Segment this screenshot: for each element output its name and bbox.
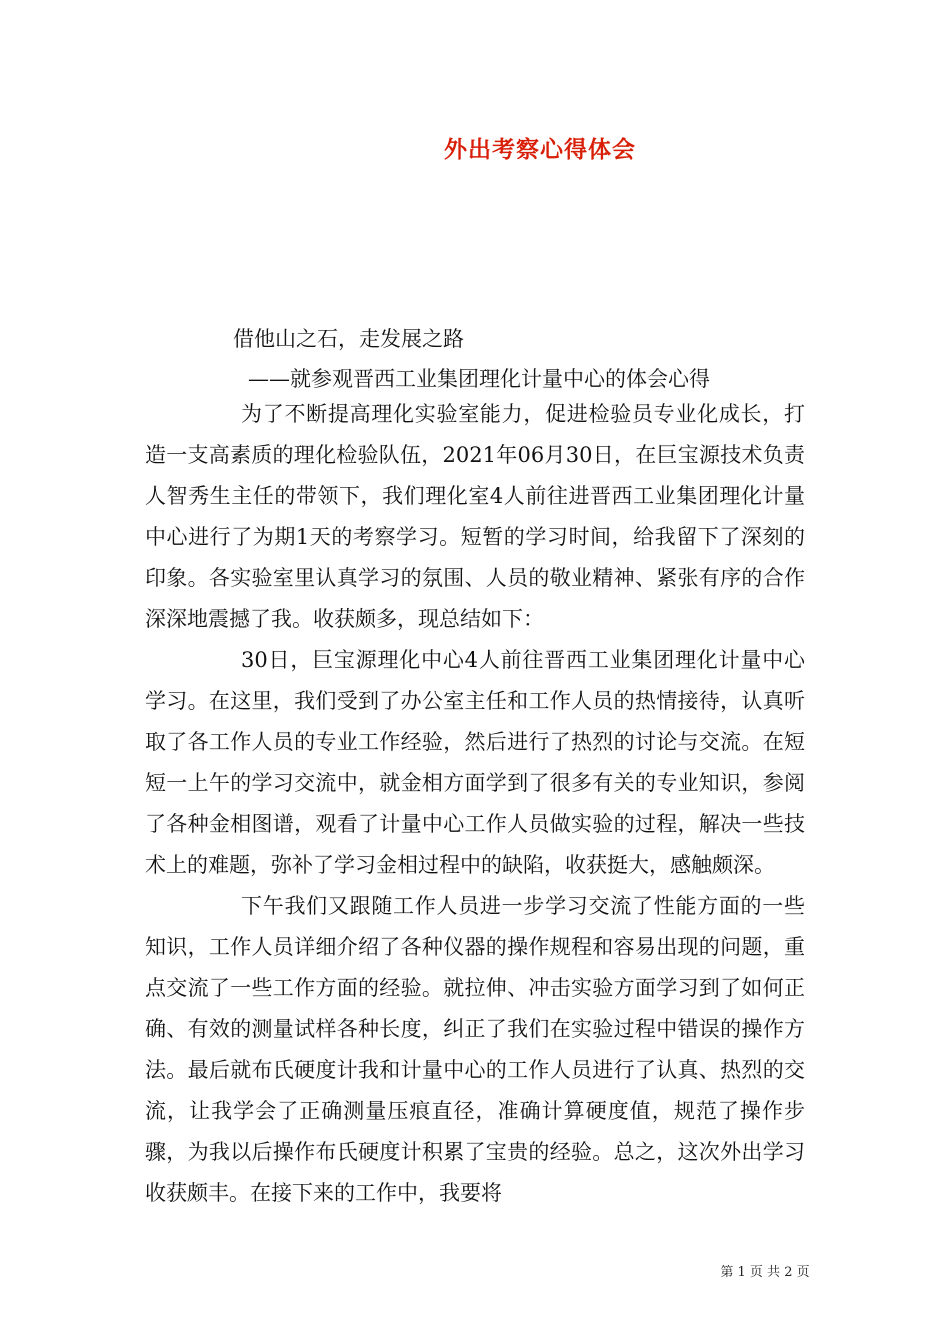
article-body xyxy=(145,394,805,1214)
article-subheading: ——就参观晋西工业集团理化计量中心的体会心得 xyxy=(248,367,710,391)
document-title: 外出考察心得体会 xyxy=(444,136,636,163)
paragraph-2: 30日，巨宝源理化中心4人前往晋西工业集团理化计量中心学习。在这里，我们受到了办公室主任和工作人员的热情接待，认真听取了各工作人员的专业工作经验，然后进行了热烈的讨论与交流。在短短一上午的学习交流中，就金相方面学到了很多有关的专业知识，参阅了各种金相图谱，观看了计量中心工作人员做实验的过程，解决一些技术上的难题，弥补了学习金相过程中的缺陷，收获挺大，感触颇深。 xyxy=(145,648,805,877)
paragraph-3: 下午我们又跟随工作人员进一步学习交流了性能方面的一些知识，工作人员详细介绍了各种仪器的操作规程和容易出现的问题，重点交流了一些工作方面的经验。就拉伸、冲击实验方面学习到了如何正确、有效的测量试样各种长度，纠正了我们在实验过程中错误的操作方法。最后就布氏硬度计我和计量中心的工作人员进行了认真、热烈的交流，让我学会了正确测量压痕直径，准确计算硬度值，规范了操作步骤，为我以后操作布氏硬度计积累了宝贵的经验。总之，这次外出学习收获颇丰。在接下来的工作中，我要将 xyxy=(145,894,805,1205)
paragraph-1: 为了不断提高理化实验室能力，促进检验员专业化成长，打造一支高素质的理化检验队伍，2021年06月30日，在巨宝源技术负责人智秀生主任的带领下，我们理化室4人前往进晋西工业集团理化计量中心进行了为期1天的考察学习。短暂的学习时间，给我留下了深刻的印象。各实验室里认真学习的氛围、人员的敬业精神、紧张有序的合作深深地震撼了我。收获颇多，现总结如下： xyxy=(145,402,805,631)
article-heading: 借他山之石，走发展之路 xyxy=(233,327,464,351)
page-number-footer: 第 1 页 共 2 页 xyxy=(720,1265,810,1280)
